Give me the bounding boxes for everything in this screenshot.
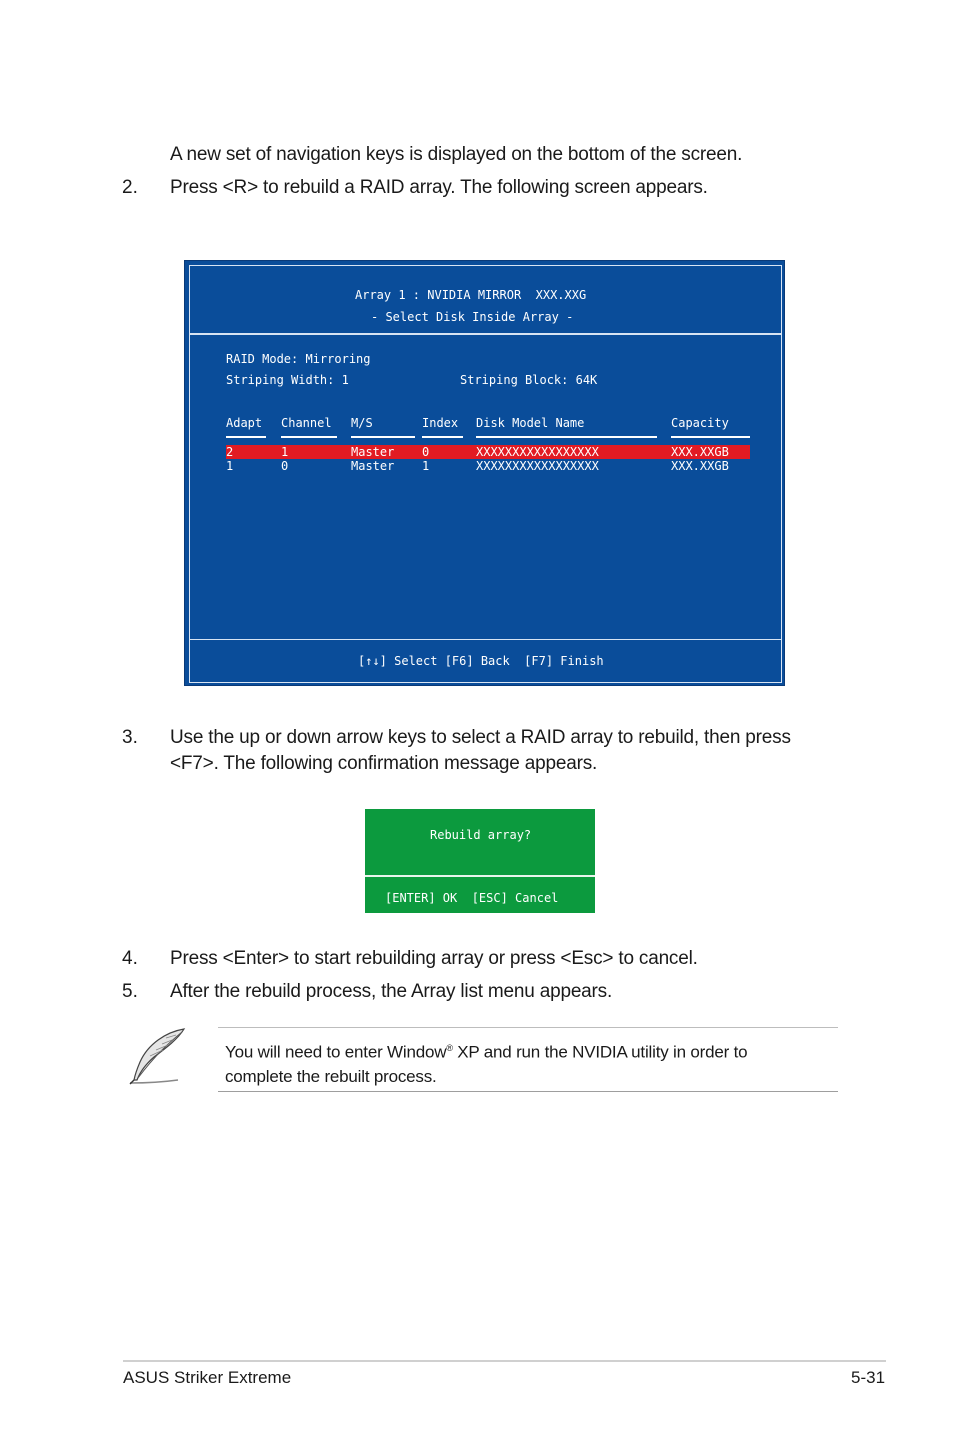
step-4-text: Press <Enter> to start rebuilding array or press <Esc> to cancel. bbox=[170, 948, 698, 969]
feather-note-icon bbox=[126, 1026, 188, 1086]
disk-row-selected[interactable] bbox=[226, 445, 750, 459]
step-5-number: 5. bbox=[122, 981, 138, 1002]
step-3-number: 3. bbox=[122, 727, 138, 748]
col-header-ms: M/S bbox=[351, 416, 373, 430]
dialog-keys[interactable]: [ENTER] OK [ESC] Cancel bbox=[385, 891, 559, 905]
note-text-line2: complete the rebuilt process. bbox=[225, 1066, 437, 1086]
col-underline-index bbox=[422, 436, 463, 438]
step-5-text: After the rebuild process, the Array list menu appears. bbox=[170, 981, 613, 1002]
cell-adapt: 2 bbox=[226, 445, 234, 459]
cell-model: XXXXXXXXXXXXXXXXX bbox=[476, 445, 599, 459]
cell-ms: Master bbox=[351, 445, 395, 459]
cell-capacity: XXX.XXGB bbox=[671, 459, 729, 473]
raid-mode-label: RAID Mode: Mirroring bbox=[226, 352, 371, 366]
col-header-channel: Channel bbox=[281, 416, 332, 430]
intro-text: A new set of navigation keys is displayed on the bottom of the screen. bbox=[170, 144, 743, 165]
registered-mark: ® bbox=[446, 1043, 453, 1053]
bios-array-title: Array 1 : NVIDIA MIRROR XXX.XXG bbox=[355, 288, 587, 302]
step-3-text-line1: Use the up or down arrow keys to select a RAID array to rebuild, then press bbox=[170, 727, 791, 748]
cell-ms: Master bbox=[351, 459, 395, 473]
footer-page-number: 5-31 bbox=[851, 1368, 886, 1387]
note-text bbox=[225, 1036, 825, 1089]
note-box bbox=[218, 1027, 838, 1092]
cell-capacity: XXX.XXGB bbox=[671, 445, 729, 459]
dialog-separator bbox=[365, 875, 595, 877]
cell-channel: 1 bbox=[281, 445, 289, 459]
bios-nav-keys: [↑↓] Select [F6] Back [F7] Finish bbox=[358, 654, 604, 668]
striping-width-label: Striping Width: 1 bbox=[226, 373, 349, 387]
col-header-capacity: Capacity bbox=[671, 416, 729, 430]
col-underline-capacity bbox=[671, 436, 750, 438]
cell-index: 1 bbox=[422, 459, 430, 473]
note-text-part1: You will need to enter Window bbox=[225, 1042, 447, 1062]
step-2-number: 2. bbox=[122, 177, 138, 198]
col-underline-channel bbox=[281, 436, 337, 438]
col-underline-model bbox=[476, 436, 657, 438]
note-text-part2: XP and run the NVIDIA utility in order to bbox=[452, 1042, 748, 1062]
rebuild-question: Rebuild array? bbox=[430, 828, 532, 842]
bios-subtitle: - Select Disk Inside Array - bbox=[371, 310, 574, 324]
striping-block-label: Striping Block: 64K bbox=[460, 373, 598, 387]
col-underline-ms bbox=[351, 436, 415, 438]
cell-channel: 0 bbox=[281, 459, 289, 473]
footer-product-name: ASUS Striker Extreme bbox=[123, 1368, 292, 1387]
rebuild-confirm-dialog bbox=[365, 809, 595, 913]
step-4-number: 4. bbox=[122, 948, 138, 969]
step-3-text-line2: <F7>. The following confirmation message appears. bbox=[170, 753, 598, 774]
footer-rule bbox=[123, 1360, 886, 1362]
disk-row[interactable] bbox=[226, 459, 750, 473]
cell-adapt: 1 bbox=[226, 459, 234, 473]
col-header-index: Index bbox=[422, 416, 459, 430]
cell-index: 0 bbox=[422, 445, 430, 459]
col-underline-adapt bbox=[226, 436, 266, 438]
col-header-model: Disk Model Name bbox=[476, 416, 585, 430]
cell-model: XXXXXXXXXXXXXXXXX bbox=[476, 459, 599, 473]
bios-raid-screen bbox=[184, 260, 785, 686]
step-2-text: Press <R> to rebuild a RAID array. The following screen appears. bbox=[170, 177, 708, 198]
col-header-adapt: Adapt bbox=[226, 416, 263, 430]
